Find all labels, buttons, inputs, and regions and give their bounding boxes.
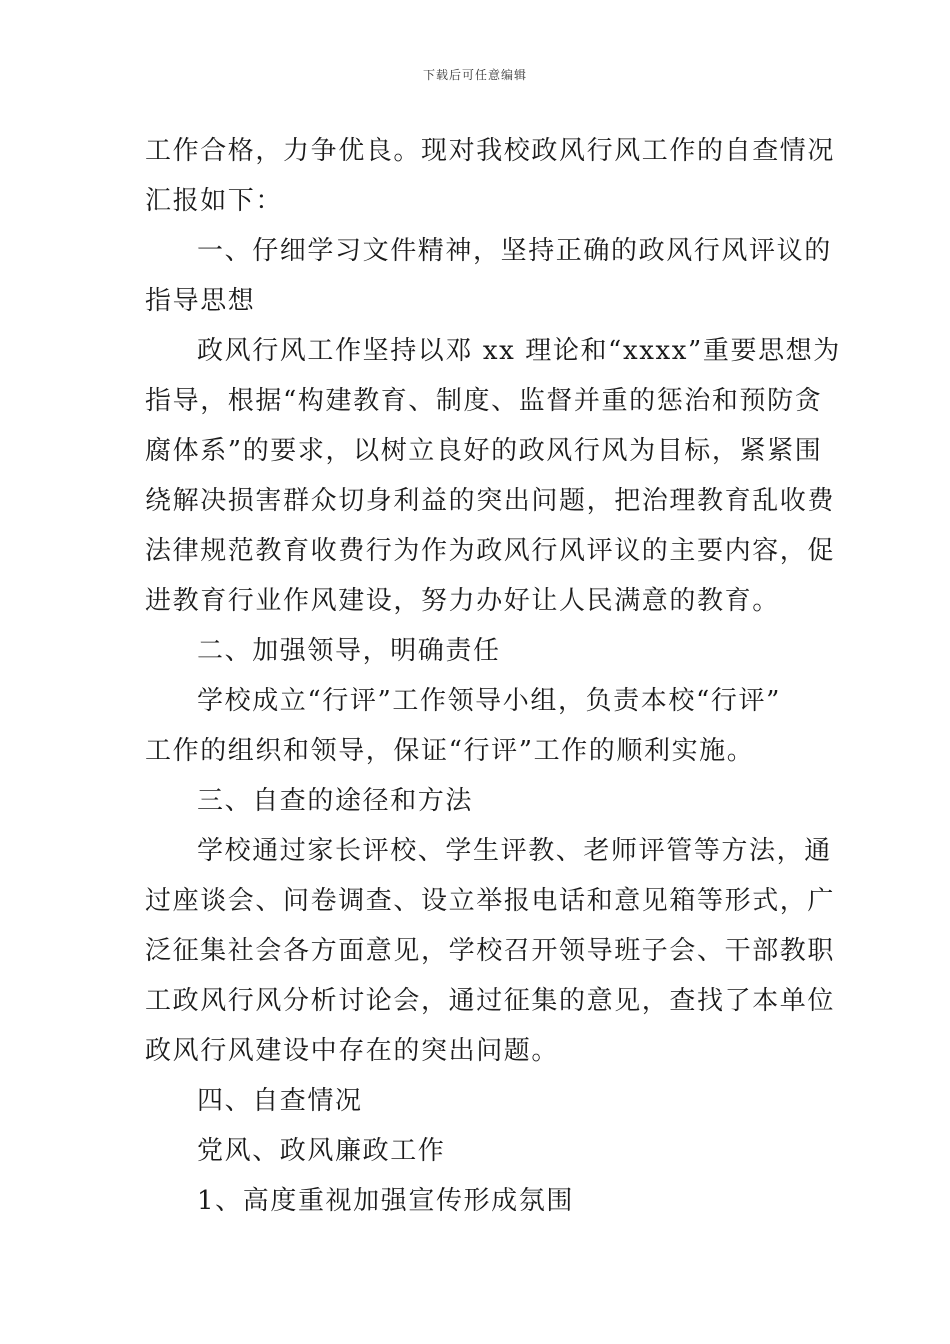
- paragraph-start: 学校成立“行评”工作领导小组，负责本校“行评”: [197, 686, 781, 716]
- body-line: 过座谈会、问卷调查、设立举报电话和意见箱等形式，广: [145, 886, 836, 916]
- section-heading: 四、自查情况: [197, 1086, 363, 1116]
- section-heading: 二、加强领导，明确责任: [197, 636, 501, 666]
- body-line: 泛征集社会各方面意见，学校召开领导班子会、干部教职: [145, 936, 836, 966]
- subsection-item: 1、高度重视加强宣传形成氛围: [197, 1186, 574, 1216]
- body-line: 指导，根据“构建教育、制度、监督并重的惩治和预防贪: [145, 386, 823, 416]
- body-line: 法律规范教育收费行为作为政风行风评议的主要内容，促: [145, 536, 836, 566]
- body-line: 工政风行风分析讨论会，通过征集的意见，查找了本单位: [145, 986, 836, 1016]
- page-header: 下载后可任意编辑: [422, 68, 527, 82]
- section-heading: 一、仔细学习文件精神，坚持正确的政风行风评议的: [197, 236, 832, 266]
- body-line: 工作合格，力争优良。现对我校政风行风工作的自查情况: [145, 136, 836, 166]
- paragraph-start: 学校通过家长评校、学生评教、老师评管等方法，通: [197, 836, 832, 866]
- document-body: [145, 126, 841, 1226]
- body-line: 指导思想: [145, 286, 256, 316]
- body-line: 腐体系”的要求，以树立良好的政风行风为目标，紧紧围: [145, 436, 823, 466]
- body-line: 工作的组织和领导，保证“行评”工作的顺利实施。: [145, 736, 755, 766]
- paragraph-start: 政风行风工作坚持以邓 xx 理论和“xxxx”重要思想为: [197, 336, 841, 366]
- subsection-heading: 党风、政风廉政工作: [197, 1136, 446, 1166]
- body-line: 政风行风建设中存在的突出问题。: [145, 1036, 560, 1066]
- body-line: 汇报如下：: [145, 186, 284, 216]
- section-heading: 三、自查的途径和方法: [197, 786, 474, 816]
- body-line: 进教育行业作风建设，努力办好让人民满意的教育。: [145, 586, 780, 616]
- body-line: 绕解决损害群众切身利益的突出问题，把治理教育乱收费: [145, 486, 836, 516]
